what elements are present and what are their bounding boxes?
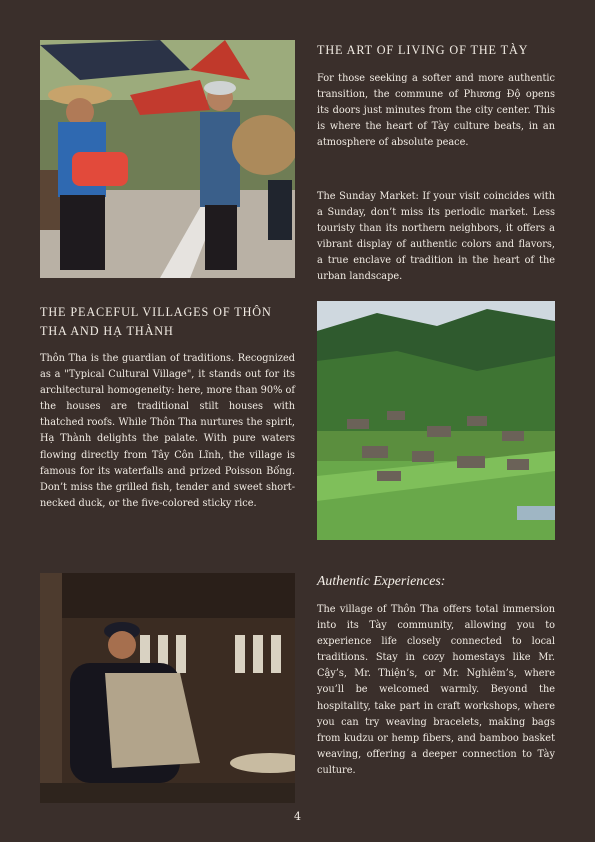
section-title-art-of-living: THE ART OF LIVING OF THE TÀY bbox=[317, 43, 529, 57]
section-title-peaceful-villages: THE PEACEFUL VILLAGES OF THÔN THA AND HẠ THÀNH bbox=[40, 305, 272, 338]
experiences-paragraph: The village of Thôn Tha offers total immersion into its Tày community, allowing you to experience life closely connected to local traditions. Stay in cozy homestays like Mr. Cậy’s, Mr. Thiện’s, or Mr. Nghiêm’s, where you’ll be welcomed warmly. Beyond the hospitality, take part in craft workshops, where you can try weaving bracelets, making bags from kudzu or hemp fibers, and bamboo basket weaving, offering a deeper connection to Tày culture. bbox=[317, 604, 555, 776]
market-women-photo bbox=[40, 40, 295, 278]
weaver-with-bag-photo bbox=[40, 573, 295, 803]
section-title-authentic-experiences: Authentic Experiences: bbox=[317, 573, 446, 588]
page-number: 4 bbox=[294, 810, 301, 823]
village-valley-photo bbox=[317, 301, 555, 540]
villages-paragraph: Thôn Tha is the guardian of traditions. Recognized as a "Typical Cultural Village", it stands out for its architectural homogeneity: here, more than 90% of the houses are traditional stilt houses with thatched roofs. While Thôn Tha nurtures the spirit, Hạ Thành delights the palate. With pure waters flowing directly from Tây Côn Lĩnh, the village is famous for its waterfalls and prized Poisson Bống. Don’t miss the grilled fish, tender and sweet short-necked duck, or the five-colored sticky rice. bbox=[40, 353, 295, 509]
intro-paragraph: For those seeking a softer and more authentic transition, the commune of Phương Độ opens its doors just minutes from the city center. This is where the heart of Tày culture beats, in an atmosphere of absolute peace. bbox=[317, 73, 555, 149]
sunday-market-paragraph: The Sunday Market: If your visit coincides with a Sunday, don’t miss its periodic market. Less touristy than its northern neighbors, it offers a vibrant display of authentic colors and flavors, a true enclave of tradition in the heart of the urban landscape. bbox=[317, 191, 555, 283]
